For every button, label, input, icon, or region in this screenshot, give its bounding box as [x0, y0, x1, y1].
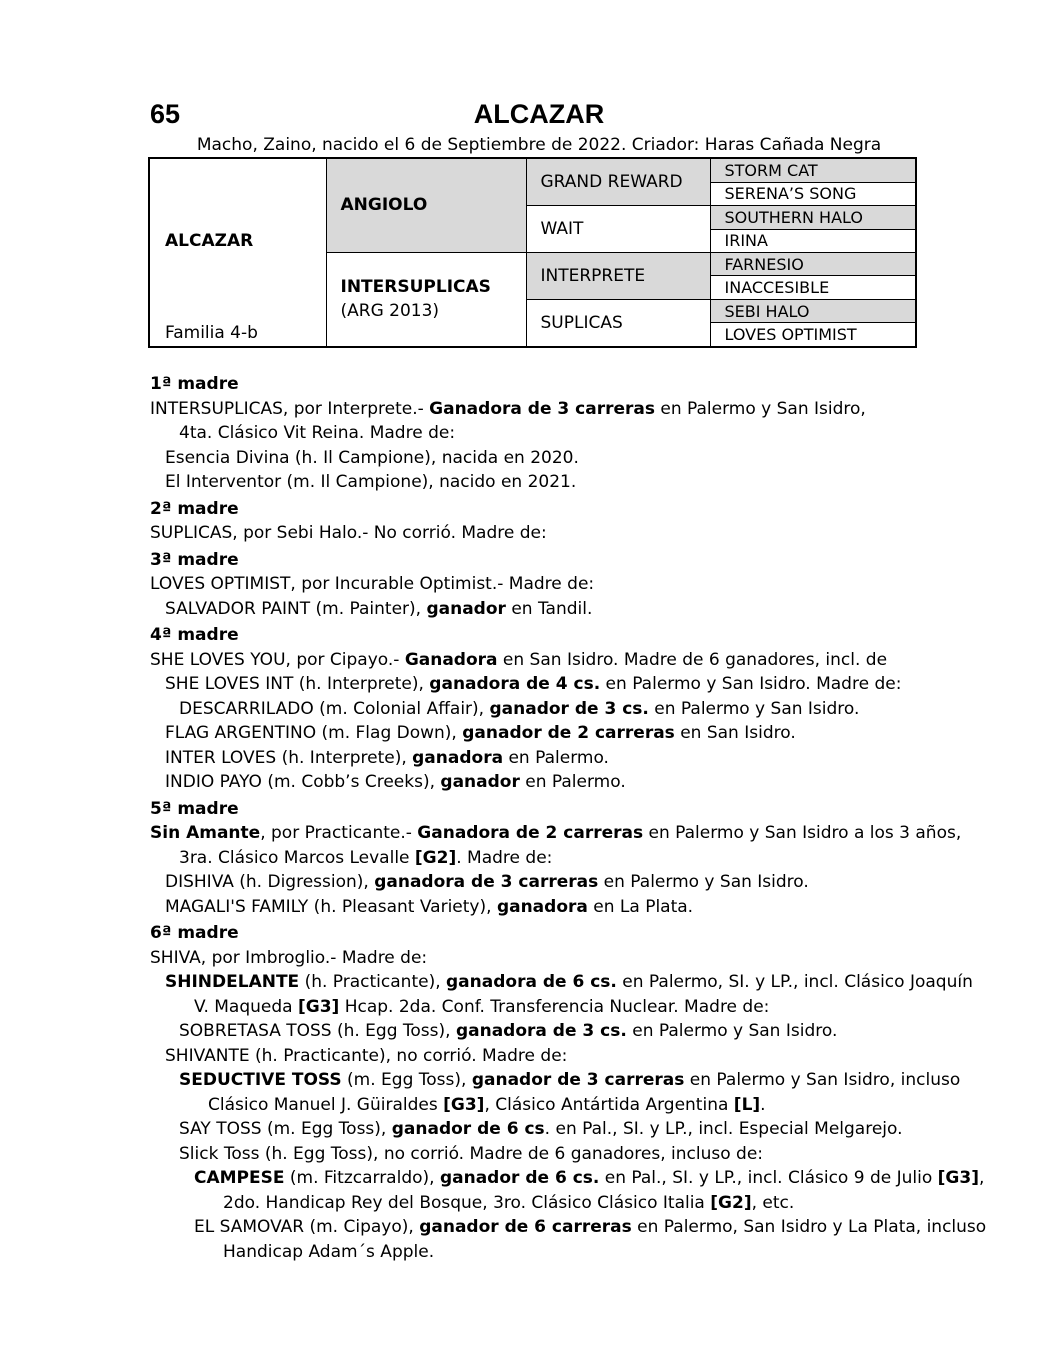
text-segment: 4ta. Clásico Vit Reina. Madre de:	[179, 423, 456, 443]
bold-text: ganadora	[496, 896, 588, 917]
pedigree-grandparent: GRAND REWARD	[526, 158, 710, 206]
text-segment: . en Pal., SI. y LP., incl. Especial Melgarejo.	[544, 1119, 903, 1139]
pedigree-grandparent: WAIT	[526, 206, 710, 253]
section-heading	[150, 372, 950, 397]
text-segment: SAY TOSS (m. Egg Toss),	[179, 1119, 392, 1139]
text-line	[150, 572, 950, 597]
text-segment: en Palermo, SI. y LP., incl. Clásico Joaquín	[616, 972, 973, 992]
text-segment: (m. Egg Toss),	[341, 1070, 472, 1090]
text-line	[150, 470, 950, 495]
section-heading	[150, 623, 950, 648]
text-segment: Esencia Divina (h. Il Campione), nacida en 2020.	[165, 447, 579, 468]
text-line	[150, 1215, 987, 1240]
section-heading	[150, 548, 950, 573]
text-segment: 4ª madre	[150, 625, 239, 645]
horse-title	[0, 99, 1060, 130]
text-segment: MAGALI'S FAMILY (h. Pleasant Variety),	[165, 896, 497, 917]
text-line	[150, 1191, 950, 1216]
text-segment: SHE LOVES YOU, por Cipayo.-	[150, 649, 405, 670]
text-segment: .	[760, 1094, 766, 1115]
text-segment: 2ª madre	[150, 498, 239, 519]
text-segment: Handicap Adam´s Apple.	[223, 1241, 435, 1262]
text-segment: EL SAMOVAR (m. Cipayo),	[194, 1217, 420, 1237]
text-segment: FLAG ARGENTINO (m. Flag Down),	[165, 723, 463, 743]
text-segment: en Pal., SI. y LP., incl. Clásico 9 de Julio	[599, 1168, 938, 1188]
pedigree-great-grandparent: SOUTHERN HALO	[710, 206, 916, 229]
text-segment: en Palermo.	[519, 772, 626, 792]
pedigree-great-grandparent: LOVES OPTIMIST	[710, 323, 916, 347]
bold-text: CAMPESE	[194, 1168, 285, 1188]
horse-title-text: ALCAZAR	[473, 99, 605, 129]
text-segment: (h. Practicante),	[299, 972, 447, 992]
pedigree-horse-cell	[149, 158, 326, 347]
text-line	[150, 1240, 950, 1265]
text-segment: en San Isidro.	[674, 723, 796, 743]
bold-text: ganador de 2 carreras	[462, 723, 675, 743]
pedigree-table	[148, 157, 917, 348]
text-segment: SUPLICAS, por Sebi Halo.- No corrió. Madre de:	[150, 523, 547, 543]
text-segment: DESCARRILADO (m. Colonial Affair),	[179, 698, 490, 719]
text-line	[150, 1117, 950, 1142]
pedigree-dam-origin: (ARG 2013)	[340, 301, 440, 322]
text-line	[150, 397, 950, 422]
pedigree-sire: ANGIOLO	[326, 158, 526, 252]
bold-text: Sin Amante	[150, 823, 261, 843]
text-segment: 3ª madre	[150, 549, 239, 570]
text-line	[150, 870, 950, 895]
bold-text: ganador de 6 cs	[391, 1119, 545, 1139]
text-segment: , etc.	[751, 1192, 795, 1213]
bold-text: ganadora de 3 cs.	[455, 1021, 627, 1041]
bold-text: ganador de 6 cs.	[439, 1168, 600, 1188]
pedigree-grandparent: INTERPRETE	[526, 252, 710, 299]
text-segment: en Palermo y San Isidro.	[626, 1021, 838, 1041]
text-segment: en Palermo y San Isidro, incluso	[684, 1070, 961, 1090]
pedigree-great-grandparent: FARNESIO	[710, 252, 916, 275]
text-line	[150, 970, 973, 995]
text-segment: , Clásico Antártida Argentina	[484, 1094, 734, 1115]
pedigree-great-grandparent: INACCESIBLE	[710, 276, 916, 299]
text-segment: 6ª madre	[150, 923, 239, 943]
bold-text: ganadora de 6 cs.	[446, 972, 617, 992]
bold-text: Ganadora de 3 carreras	[429, 398, 655, 419]
text-segment: V. Maqueda	[194, 996, 298, 1017]
pedigree-great-grandparent: SEBI HALO	[710, 299, 916, 322]
pedigree-grandparent: SUPLICAS	[526, 299, 710, 347]
text-line	[150, 1068, 961, 1093]
text-segment: , por Practicante.-	[260, 823, 418, 843]
text-line	[150, 746, 950, 771]
text-line	[150, 672, 950, 697]
text-segment: Clásico Manuel J. Güiraldes	[208, 1094, 444, 1115]
pedigree-family: Familia 4-b	[165, 323, 258, 343]
text-segment: Hcap. 2da. Conf. Transferencia Nuclear. Madre de:	[339, 996, 770, 1017]
text-segment: INTERSUPLICAS, por Interprete.-	[150, 398, 430, 419]
text-segment: El Interventor (m. Il Campione), nacido en 2021.	[165, 472, 577, 492]
text-line	[150, 1142, 950, 1167]
pedigree-dam: INTERSUPLICAS	[340, 277, 491, 298]
text-segment: Slick Toss (h. Egg Toss), no corrió. Madre de 6 ganadores, incluso de:	[179, 1143, 764, 1164]
text-line	[150, 1044, 950, 1069]
section-heading	[150, 797, 950, 822]
section-heading	[150, 497, 950, 522]
text-segment: en Tandil.	[505, 598, 593, 619]
text-segment: SHIVANTE (h. Practicante), no corrió. Madre de:	[165, 1045, 568, 1066]
lot-number: 65	[150, 99, 181, 129]
text-line	[150, 895, 950, 920]
bold-text: ganadora de 4 cs.	[429, 674, 601, 694]
text-segment: en Palermo y San Isidro.	[598, 872, 809, 892]
text-segment: SHE LOVES INT (h. Interprete),	[165, 674, 430, 694]
text-line	[150, 846, 950, 871]
bold-text: ganador	[440, 772, 520, 792]
text-line	[150, 1019, 950, 1044]
text-segment: en San Isidro. Madre de 6 ganadores, incl. de	[497, 649, 888, 670]
text-segment: en Palermo y San Isidro.	[648, 698, 860, 719]
text-segment: INDIO PAYO (m. Cobb’s Creeks),	[165, 772, 441, 792]
pedigree-dam-cell	[326, 252, 526, 347]
bold-text: [G2]	[710, 1192, 752, 1213]
text-line	[150, 697, 950, 722]
section-heading	[150, 921, 950, 946]
text-line	[150, 821, 962, 846]
pedigree-great-grandparent: IRINA	[710, 229, 916, 252]
bold-text: [G3]	[937, 1168, 979, 1188]
text-segment: en Palermo y San Isidro. Madre de:	[600, 674, 902, 694]
text-line	[150, 446, 950, 471]
text-segment: 3ra. Clásico Marcos Levalle	[179, 847, 415, 868]
bold-text: SHINDELANTE	[165, 972, 300, 992]
text-line	[150, 648, 950, 673]
pedigree-great-grandparent: SERENA’S SONG	[710, 182, 916, 205]
text-line	[150, 721, 950, 746]
text-segment: en Palermo.	[503, 747, 609, 768]
bold-text: ganador	[426, 598, 506, 619]
text-segment: en Palermo y San Isidro a los 3 años,	[643, 823, 962, 843]
text-line	[150, 770, 950, 795]
text-segment: en Palermo, San Isidro y La Plata, incluso	[631, 1217, 987, 1237]
bold-text: ganadora de 3 carreras	[374, 872, 599, 892]
text-line	[150, 421, 950, 446]
text-segment: SOBRETASA TOSS (h. Egg Toss),	[179, 1021, 456, 1041]
bold-text: SEDUCTIVE TOSS	[179, 1070, 342, 1090]
text-segment: en Palermo y San Isidro,	[654, 398, 866, 419]
text-segment: en La Plata.	[587, 896, 694, 917]
text-segment: ,	[978, 1168, 985, 1188]
text-segment: SALVADOR PAINT (m. Painter),	[165, 598, 427, 619]
bold-text: [G3]	[297, 996, 340, 1017]
text-line	[150, 1166, 985, 1191]
text-line	[150, 995, 950, 1020]
text-line	[150, 1093, 950, 1118]
pedigree-horse: ALCAZAR	[165, 231, 254, 251]
text-line	[150, 521, 950, 546]
bold-text: [L]	[733, 1094, 761, 1115]
bold-text: [G3]	[443, 1094, 485, 1115]
text-segment: SHIVA, por Imbroglio.- Madre de:	[150, 947, 428, 968]
text-line	[150, 946, 950, 971]
bold-text: [G2]	[414, 847, 457, 868]
bold-text: ganadora	[412, 747, 504, 768]
pedigree-great-grandparent: STORM CAT	[710, 158, 916, 182]
text-segment: 5ª madre	[150, 798, 239, 819]
text-segment: . Madre de:	[456, 847, 553, 868]
bold-text: Ganadora de 2 carreras	[417, 823, 644, 843]
text-segment: LOVES OPTIMIST, por Incurable Optimist.- Madre de:	[150, 574, 595, 594]
text-segment: INTER LOVES (h. Interprete),	[165, 747, 413, 768]
text-segment: 2do. Handicap Rey del Bosque, 3ro. Clásico Clásico Italia	[223, 1192, 711, 1213]
bold-text: Ganadora	[404, 649, 498, 670]
text-segment: DISHIVA (h. Digression),	[165, 872, 375, 892]
horse-subtitle: Macho, Zaino, nacido el 6 de Septiembre de 2022. Criador: Haras Cañada Negra	[196, 135, 882, 155]
bold-text: ganador de 3 carreras	[471, 1070, 685, 1090]
text-segment: (m. Fitzcarraldo),	[284, 1168, 440, 1188]
bold-text: ganador de 6 carreras	[419, 1217, 632, 1237]
maternal-line-text	[150, 370, 987, 1264]
text-segment: 1ª madre	[150, 374, 239, 394]
bold-text: ganador de 3 cs.	[489, 698, 649, 719]
text-line	[150, 597, 950, 622]
